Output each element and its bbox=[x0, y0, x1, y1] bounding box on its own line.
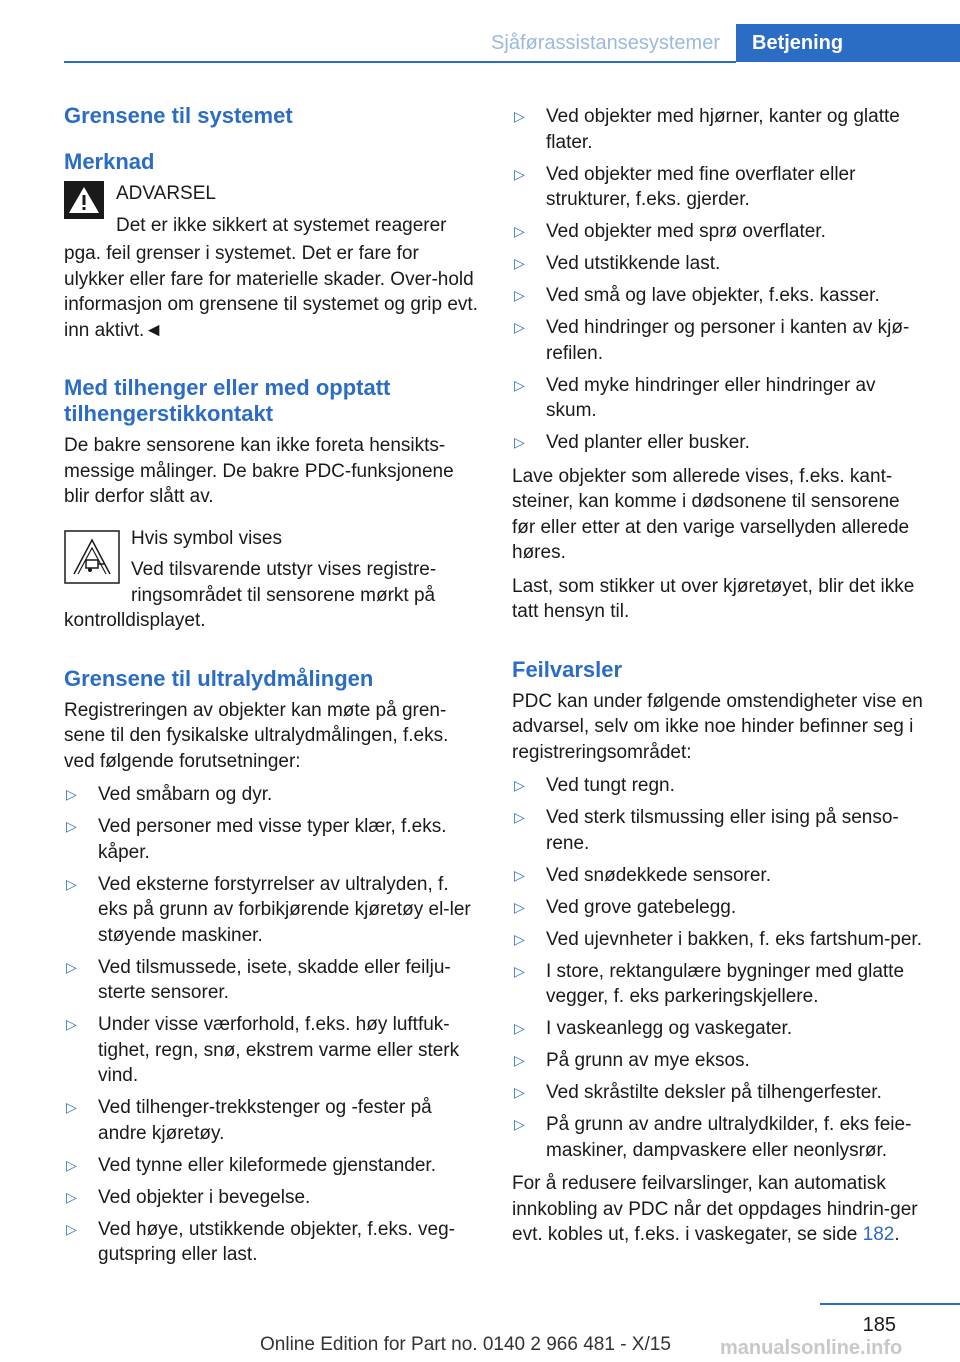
bullet-arrow-icon: ▷ bbox=[66, 1188, 77, 1205]
note-heading: Merknad bbox=[64, 149, 155, 174]
list-item bbox=[512, 773, 926, 799]
list-item bbox=[64, 1012, 478, 1089]
warning-triangle-icon bbox=[64, 181, 104, 219]
list-item bbox=[512, 1080, 926, 1106]
list-item-text: På grunn av andre ultralydkilder, f. eks feie-maskiner, dampvaskere eller neonlysrør. bbox=[546, 1114, 912, 1161]
trailer-symbol-icon bbox=[64, 530, 120, 584]
bullet-arrow-icon: ▷ bbox=[514, 898, 525, 915]
symbol-label: Hvis symbol vises bbox=[131, 527, 282, 549]
symbol-notice bbox=[64, 526, 478, 609]
list-item bbox=[512, 162, 926, 213]
final-paragraph bbox=[512, 1171, 926, 1248]
list-item-text: Ved eksterne forstyrrelser av ultralyden, f. eks på grunn av forbikjørende kjøretøy el-ler støyende maskiner. bbox=[98, 873, 471, 946]
header-rule bbox=[64, 61, 736, 63]
list-item-text: Ved tynne eller kileformede gjenstander. bbox=[98, 1154, 436, 1176]
list-item-text: Ved planter eller busker. bbox=[546, 432, 750, 453]
bullet-arrow-icon: ▷ bbox=[514, 962, 525, 979]
page-number: 185 bbox=[862, 1314, 896, 1336]
list-item bbox=[64, 782, 478, 808]
list-item-text: Ved tilsmussede, isete, skadde eller feilju-sterte sensorer. bbox=[98, 956, 451, 1003]
ultrasound-heading: Grensene til ultralydmålingen bbox=[64, 665, 374, 691]
trailer-text: De bakre sensorene kan ikke foreta hensikts-messige målinger. De bakre PDC-funksjonene blir derfor slått av. bbox=[64, 435, 454, 507]
list-item-text: Ved tungt regn. bbox=[546, 775, 675, 796]
list-item bbox=[512, 959, 926, 1010]
list-item bbox=[512, 1112, 926, 1163]
list-item-text: Ved ujevnheter i bakken, f. eks fartshum-per. bbox=[546, 928, 922, 950]
bullet-arrow-icon: ▷ bbox=[514, 777, 525, 793]
ultrasound-limit-list bbox=[64, 782, 478, 1268]
bullet-arrow-icon: ▷ bbox=[514, 108, 525, 124]
bullet-arrow-icon: ▷ bbox=[514, 255, 525, 271]
bullet-arrow-icon: ▷ bbox=[514, 930, 525, 947]
list-item bbox=[64, 1153, 478, 1179]
list-item bbox=[64, 1217, 478, 1268]
fault-heading: Feilvarsler bbox=[512, 656, 623, 682]
list-item-text: Ved objekter i bevegelse. bbox=[98, 1186, 311, 1208]
list-item bbox=[64, 955, 478, 1006]
header-section-title: Sjåførassistansesystemer bbox=[491, 32, 720, 54]
page-reference-link[interactable]: 182 bbox=[862, 1224, 895, 1245]
list-item bbox=[512, 895, 926, 921]
list-item-text: I vaskeanlegg og vaskegater. bbox=[546, 1018, 793, 1039]
list-item-text: I store, rektangulære bygninger med glatte vegger, f. eks parkeringskjellere. bbox=[546, 960, 905, 1007]
bullet-arrow-icon: ▷ bbox=[66, 1099, 77, 1115]
list-item-text: Under visse værforhold, f.eks. høy luftfuk-tighet, regn, snø, ekstrem varme eller sterk vind. bbox=[98, 1014, 460, 1086]
page-number-rule bbox=[820, 1303, 960, 1305]
footer-edition: Online Edition for Part no. 0140 2 966 481 - X/15 bbox=[260, 1334, 671, 1355]
list-item-text: Ved grove gatebelegg. bbox=[546, 896, 737, 918]
list-item bbox=[512, 805, 926, 856]
list-item-text: Ved tilhenger-trekkstenger og -fester på andre kjøretøy. bbox=[98, 1097, 432, 1144]
header-chapter-tab: Betjening bbox=[736, 24, 960, 62]
list-item bbox=[512, 863, 926, 889]
list-item bbox=[64, 1095, 478, 1146]
list-item bbox=[512, 1016, 926, 1042]
ultrasound-text: Registreringen av objekter kan møte på gren-sene til den fysikalske ultralydmålingen, f.eks. ved følgende forutsetninger: bbox=[64, 699, 449, 772]
bullet-arrow-icon: ▷ bbox=[66, 1220, 77, 1237]
list-item-text: Ved utstikkende last. bbox=[546, 253, 721, 274]
list-item-text: Ved myke hindringer eller hindringer av skum. bbox=[546, 374, 876, 421]
ultrasound-limit-list-continued bbox=[512, 104, 926, 456]
symbol-text-first-lines: Ved tilsvarende utstyr vises registre-ringsområdet til sensorene mørkt på bbox=[131, 559, 437, 606]
list-item bbox=[512, 373, 926, 424]
list-item bbox=[512, 219, 926, 245]
bullet-arrow-icon: ▷ bbox=[66, 818, 77, 834]
bullet-arrow-icon: ▷ bbox=[514, 1084, 525, 1100]
list-item bbox=[64, 814, 478, 865]
list-item bbox=[64, 1185, 478, 1211]
bullet-arrow-icon: ▷ bbox=[66, 1156, 77, 1173]
trailer-heading: Med tilhenger eller med opptatt tilhengerstikkontakt bbox=[64, 375, 391, 426]
list-item bbox=[512, 104, 926, 155]
load-text: Last, som stikker ut over kjøretøyet, blir det ikke tatt hensyn til. bbox=[512, 575, 915, 622]
list-item bbox=[512, 927, 926, 953]
left-column bbox=[64, 100, 478, 1276]
fault-list bbox=[512, 773, 926, 1163]
warning-label: ADVARSEL bbox=[116, 183, 216, 204]
bullet-arrow-icon: ▷ bbox=[514, 223, 525, 239]
bullet-arrow-icon: ▷ bbox=[66, 875, 77, 892]
list-item bbox=[512, 251, 926, 277]
list-item-text: Ved objekter med sprø overflater. bbox=[546, 221, 826, 242]
bullet-arrow-icon: ▷ bbox=[514, 287, 525, 303]
bullet-arrow-icon: ▷ bbox=[514, 866, 525, 883]
list-item-text: På grunn av mye eksos. bbox=[546, 1050, 750, 1071]
warning-text-first-line: Det er ikke sikkert at systemet reagerer bbox=[116, 214, 447, 236]
final-text: For å redusere feilvarslinger, kan automatisk innkobling av PDC når det oppdages hindrin-ger evt. kobles ut, f.eks. i vaskegater, se side bbox=[512, 1173, 918, 1245]
list-item-text: Ved høye, utstikkende objekter, f.eks. veg-gutspring eller last. bbox=[98, 1218, 455, 1265]
warning-notice bbox=[64, 181, 478, 241]
warning-text: pga. feil grenser i systemet. Det er fare for ulykker eller fare for materielle skader. Over-hold informasjon om grensene til systemet og grip evt. inn aktivt.◄ bbox=[64, 243, 478, 341]
list-item bbox=[512, 315, 926, 366]
bullet-arrow-icon: ▷ bbox=[66, 786, 77, 802]
final-period: . bbox=[894, 1224, 900, 1245]
list-item bbox=[512, 283, 926, 309]
list-item-text: Ved skråstilte deksler på tilhengerfester. bbox=[546, 1082, 882, 1103]
list-item-text: Ved objekter med fine overflater eller strukturer, f.eks. gjerder. bbox=[546, 163, 856, 210]
bullet-arrow-icon: ▷ bbox=[514, 1020, 525, 1036]
watermark: manualsonline.info bbox=[720, 1337, 903, 1359]
fault-text: PDC kan under følgende omstendigheter vise en advarsel, selv om ikke noe hinder befinner seg i registreringsområdet: bbox=[512, 690, 923, 763]
list-item-text: Ved personer med visse typer klær, f.eks. kåper. bbox=[98, 816, 447, 863]
bullet-arrow-icon: ▷ bbox=[514, 165, 525, 182]
list-item bbox=[64, 872, 478, 949]
list-item-text: Ved små og lave objekter, f.eks. kasser. bbox=[546, 285, 880, 306]
bullet-arrow-icon: ▷ bbox=[66, 958, 77, 975]
bullet-arrow-icon: ▷ bbox=[66, 1016, 77, 1032]
low-objects-text: Lave objekter som allerede vises, f.eks. kant-steiner, kan komme i dødsonene til sensorene før eller etter at den varige varsellyden allerede høres. bbox=[512, 465, 910, 563]
list-item-text: Ved småbarn og dyr. bbox=[98, 784, 273, 805]
right-column bbox=[512, 104, 926, 1256]
symbol-text: kontrolldisplayet. bbox=[64, 610, 206, 631]
bullet-arrow-icon: ▷ bbox=[514, 809, 525, 825]
bullet-arrow-icon: ▷ bbox=[514, 319, 525, 335]
section-title: Grensene til systemet bbox=[64, 103, 293, 128]
bullet-arrow-icon: ▷ bbox=[514, 376, 525, 393]
list-item bbox=[512, 1048, 926, 1074]
bullet-arrow-icon: ▷ bbox=[514, 434, 525, 450]
list-item-text: Ved objekter med hjørner, kanter og glatte flater. bbox=[546, 106, 900, 153]
list-item-text: Ved hindringer og personer i kanten av kjø-refilen. bbox=[546, 317, 910, 364]
bullet-arrow-icon: ▷ bbox=[514, 1052, 525, 1068]
list-item bbox=[512, 430, 926, 456]
list-item-text: Ved snødekkede sensorer. bbox=[546, 864, 771, 886]
bullet-arrow-icon: ▷ bbox=[514, 1116, 525, 1132]
list-item-text: Ved sterk tilsmussing eller ising på senso-rene. bbox=[546, 807, 899, 854]
